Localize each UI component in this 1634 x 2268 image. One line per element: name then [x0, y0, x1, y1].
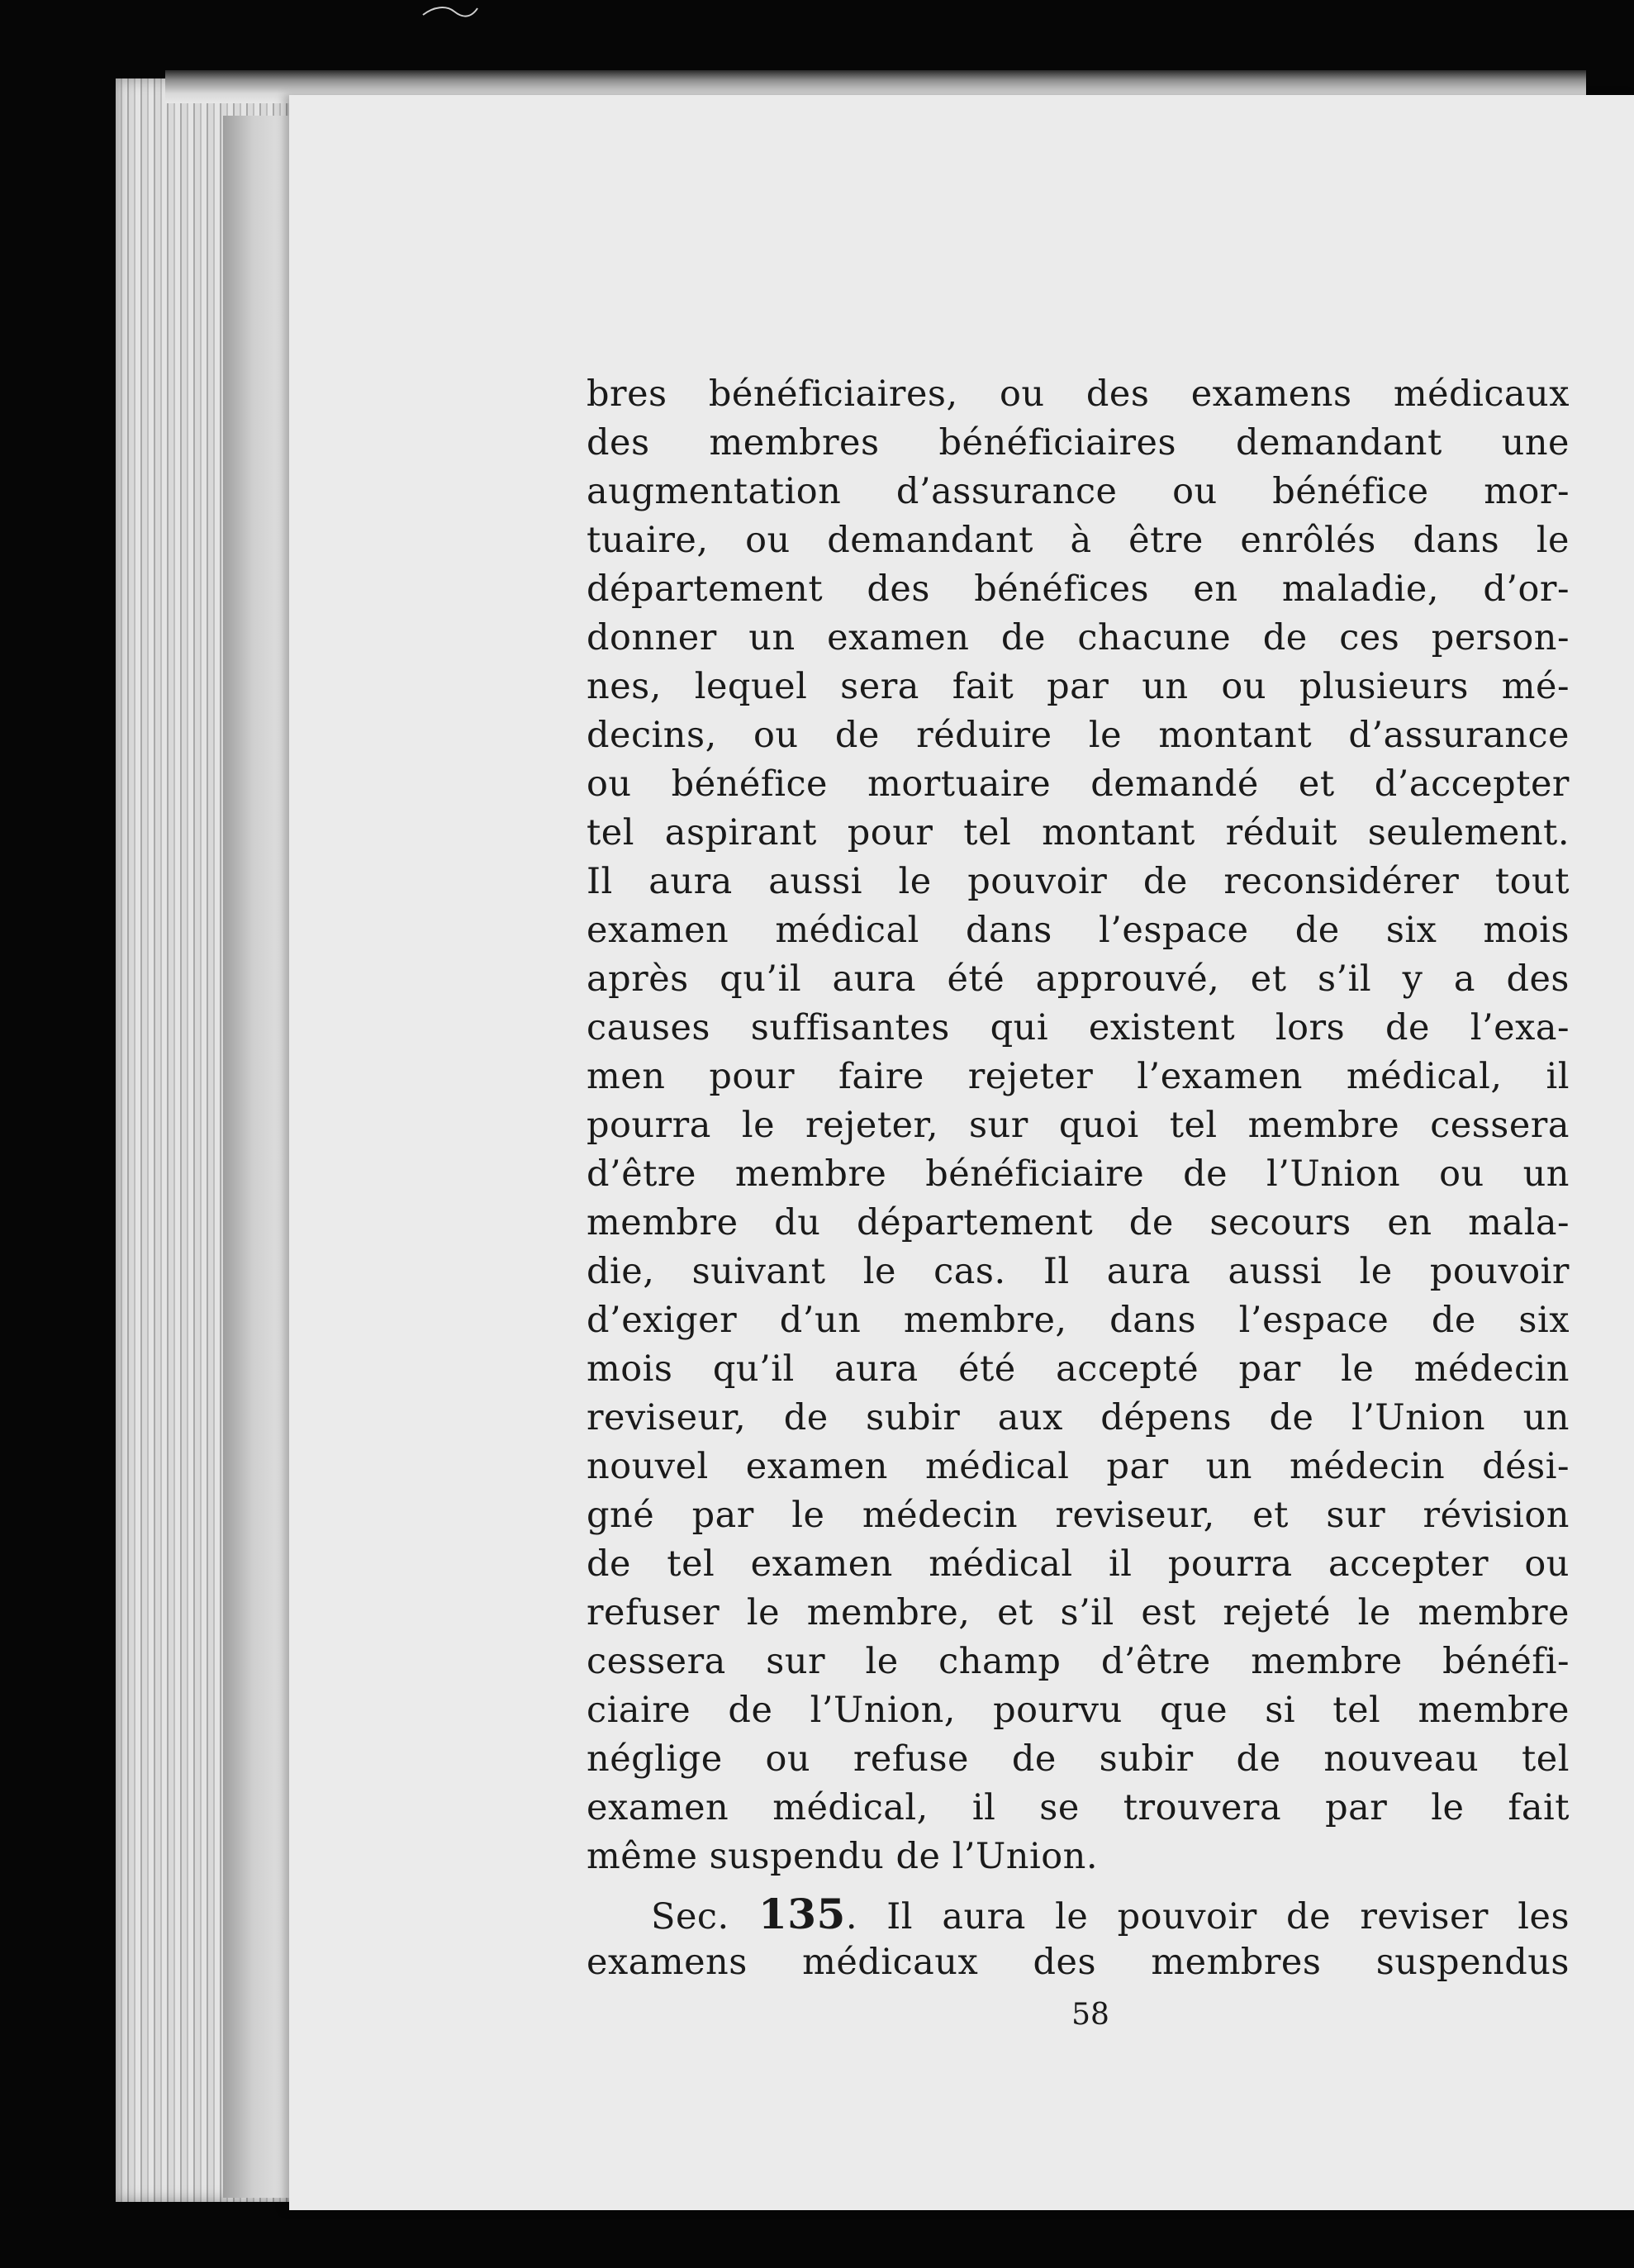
text-line: tel aspirant pour tel montant réduit seulement.	[587, 812, 1570, 853]
scratch-mark	[421, 0, 479, 25]
text-line: die, suivant le cas. Il aura aussi le pouvoir	[587, 1251, 1570, 1292]
text-line: gné par le médecin reviseur, et sur révision	[587, 1495, 1570, 1536]
text-line: membre du département de secours en mala-	[587, 1202, 1570, 1243]
text-line: examen médical dans l’espace de six mois	[587, 910, 1570, 951]
text-line: examen médical, il se trouvera par le fait	[587, 1787, 1570, 1828]
text-line: causes suffisantes qui existent lors de l’exa-	[587, 1007, 1570, 1048]
text-line: Il aura aussi le pouvoir de reconsidérer tout	[587, 861, 1570, 902]
section-number: 135	[758, 1890, 846, 1938]
text-line: men pour faire rejeter l’examen médical, il	[587, 1056, 1570, 1097]
text-line: reviseur, de subir aux dépens de l’Union un	[587, 1397, 1570, 1438]
text-line: cessera sur le champ d’être membre bénéfi-	[587, 1641, 1570, 1682]
text-line: nes, lequel sera fait par un ou plusieurs mé-	[587, 666, 1570, 707]
text-line: après qu’il aura été approuvé, et s’il y a des	[587, 958, 1570, 1000]
paragraph-end-line: même suspendu de l’Union.	[587, 1836, 1098, 1877]
text-line: bres bénéficiaires, ou des examens médicaux	[587, 373, 1570, 415]
text-line: decins, ou de réduire le montant d’assurance	[587, 715, 1570, 756]
text-line: d’être membre bénéficiaire de l’Union ou un	[587, 1153, 1570, 1195]
text-line: refuser le membre, et s’il est rejeté le membre	[587, 1592, 1570, 1633]
text-line: département des bénéfices en maladie, d’or-	[587, 568, 1570, 610]
text-line: pourra le rejeter, sur quoi tel membre cessera	[587, 1105, 1570, 1146]
text-line: néglige ou refuse de subir de nouveau tel	[587, 1738, 1570, 1780]
page-gutter	[223, 116, 297, 2198]
section-text: . Il aura le pouvoir de reviser les	[845, 1896, 1570, 1938]
body-text	[587, 370, 1570, 1987]
text-line: donner un examen de chacune de ces person-	[587, 617, 1570, 659]
text-line: d’exiger d’un membre, dans l’espace de six	[587, 1300, 1570, 1341]
text-line: tuaire, ou demandant à être enrôlés dans le	[587, 520, 1570, 561]
text-line: nouvel examen médical par un médecin dési-	[587, 1446, 1570, 1487]
text-line: ou bénéfice mortuaire demandé et d’accepter	[587, 763, 1570, 805]
text-line: mois qu’il aura été accepté par le médecin	[587, 1348, 1570, 1390]
text-line: examens médicaux des membres suspendus	[587, 1942, 1570, 1983]
text-line: de tel examen médical il pourra accepter ou	[587, 1543, 1570, 1585]
page-number: 58	[1071, 1998, 1109, 2032]
section-heading-line	[587, 1890, 1570, 1938]
text-line: ciaire de l’Union, pourvu que si tel membre	[587, 1690, 1570, 1731]
text-line: des membres bénéficiaires demandant une	[587, 422, 1570, 464]
section-prefix: Sec.	[651, 1896, 729, 1938]
text-line: augmentation d’assurance ou bénéfice mor-	[587, 471, 1570, 512]
